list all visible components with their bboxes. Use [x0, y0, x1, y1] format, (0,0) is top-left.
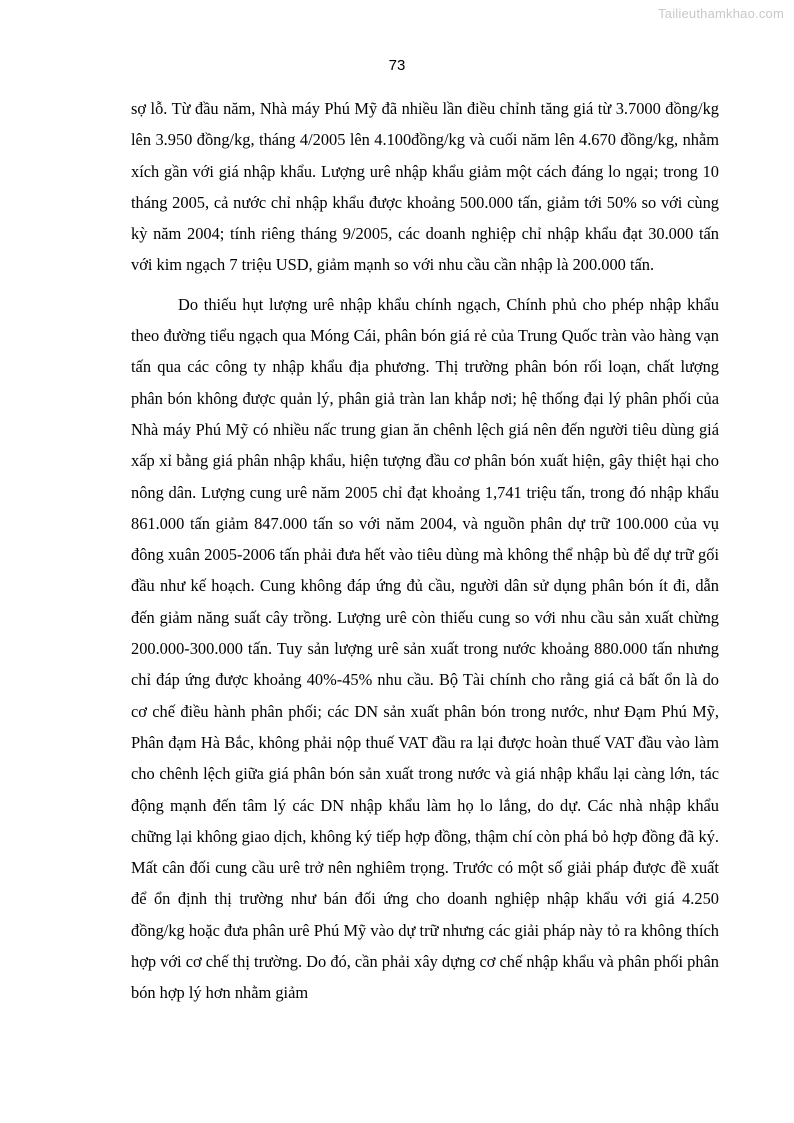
- watermark: Tailieuthamkhao.com: [658, 6, 784, 21]
- paragraph-continued: sợ lỗ. Từ đầu năm, Nhà máy Phú Mỹ đã nhiều lần điều chỉnh tăng giá từ 3.7000 đồng/kg lên 3.950 đồng/kg, tháng 4/2005 lên 4.100đồng/kg và cuối năm lên 4.670 đồng/kg, nhằm xích gần với giá nhập khẩu. Lượng urê nhập khẩu giảm một cách đáng lo ngại; trong 10 tháng 2005, cả nước chỉ nhập khẩu được khoảng 500.000 tấn, giảm tới 50% so với cùng kỳ năm 2004; tính riêng tháng 9/2005, các doanh nghiệp chỉ nhập khẩu đạt 30.000 tấn với kim ngạch 7 triệu USD, giảm mạnh so với nhu cầu cần nhập là 200.000 tấn.: [131, 99, 719, 275]
- document-body: [131, 93, 719, 1009]
- paragraph: Do thiếu hụt lượng urê nhập khẩu chính ngạch, Chính phủ cho phép nhập khẩu theo đường tiểu ngạch qua Móng Cái, phân bón giá rẻ của Trung Quốc tràn vào hàng vạn tấn qua các công ty nhập khẩu địa phương. Thị trường phân bón rối loạn, chất lượng phân bón không được quản lý, phân giả tràn lan khắp nơi; hệ thống đại lý phân phối của Nhà máy Phú Mỹ có nhiều nấc trung gian ăn chênh lệch giá nên đến người tiêu dùng giá xấp xỉ bằng giá phân nhập khẩu, hiện tượng đầu cơ phân bón xuất hiện, gây thiệt hại cho nông dân. Lượng cung urê năm 2005 chỉ đạt khoảng 1,741 triệu tấn, trong đó nhập khẩu 861.000 tấn giảm 847.000 tấn so với năm 2004, và nguồn phân dự trữ 100.000 của vụ đông xuân 2005-2006 tấn phải đưa hết vào tiêu dùng mà không thể nhập bù để dự trữ gối đầu như kế hoạch. Cung không đáp ứng đủ cầu, người dân sử dụng phân bón ít đi, dẫn đến giảm năng suất cây trồng. Lượng urê còn thiếu cung so với nhu cầu sản xuất chừng 200.000-300.000 tấn. Tuy sản lượng urê sản xuất trong nước khoảng 880.000 tấn nhưng chỉ đáp ứng được khoảng 40%-45% nhu cầu. Bộ Tài chính cho rằng giá cả bất ổn là do cơ chế điều hành phân phối; các DN sản xuất phân bón trong nước, như Đạm Phú Mỹ, Phân đạm Hà Bắc, không phải nộp thuế VAT đầu ra lại được hoàn thuế VAT đầu vào làm cho chênh lệch giữa giá phân bón sản xuất trong nước và giá nhập khẩu lại càng lớn, tác động mạnh đến tâm lý các DN nhập khẩu làm họ lo lắng, do dự. Các nhà nhập khẩu chững lại không giao dịch, không ký tiếp hợp đồng, thậm chí còn phá bỏ hợp đồng đã ký. Mất cân đối cung cầu urê trở nên nghiêm trọng. Trước có một số giải pháp được đề xuất để ổn định thị trường như bán đối ứng cho doanh nghiệp nhập khẩu với giá 4.250 đồng/kg hoặc đưa phân urê Phú Mỹ vào dự trữ nhưng các giải pháp này tỏ ra không thích hợp với cơ chế thị trường. Do đó, cần phải xây dựng cơ chế nhập khẩu và phân phối phân bón hợp lý hơn nhằm giảm: [131, 294, 719, 1003]
- page-number: 73: [388, 57, 406, 74]
